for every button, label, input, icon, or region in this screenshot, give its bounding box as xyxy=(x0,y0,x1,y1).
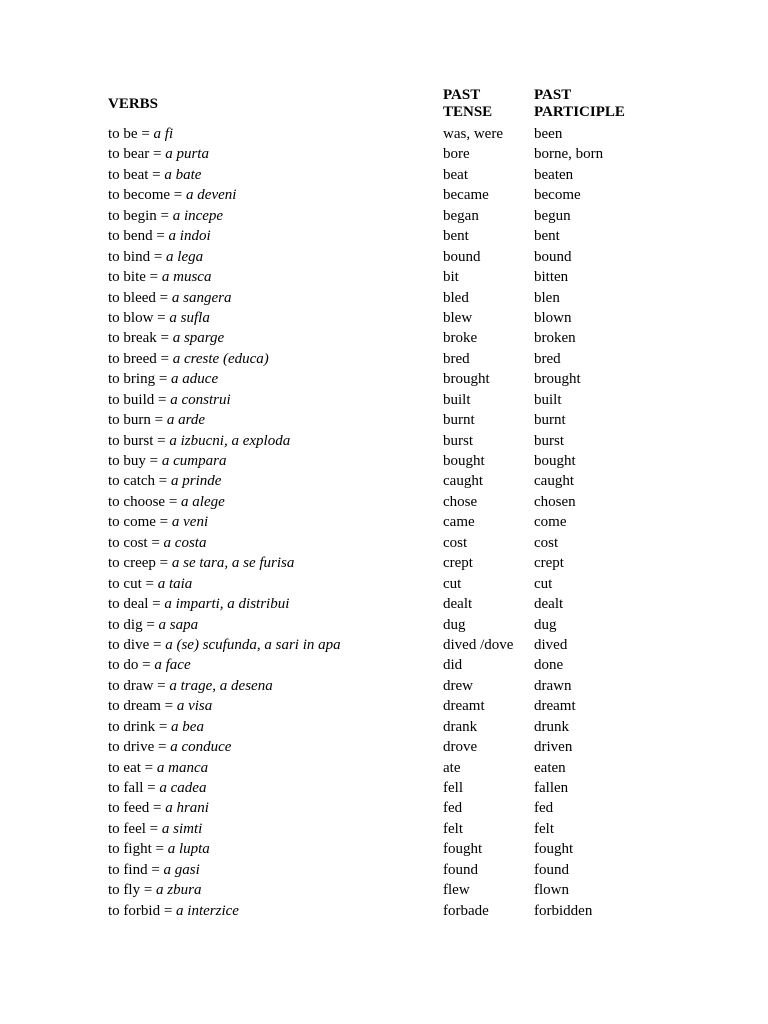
past-tense-cell: chose xyxy=(443,493,478,510)
past-tense-cell: bought xyxy=(443,453,485,469)
verb-english: to cost = xyxy=(108,534,164,551)
table-row xyxy=(0,901,768,921)
past-tense-cell: built xyxy=(443,391,471,408)
verb-translation: a face xyxy=(154,657,191,674)
verb-translation: a aduce xyxy=(171,371,219,388)
past-participle-cell: driven xyxy=(534,739,573,756)
header-past-tense-line1: PAST xyxy=(443,87,481,103)
verb-english: to feel = xyxy=(108,820,162,837)
verb-cell xyxy=(108,594,289,614)
verb-cell xyxy=(108,185,236,205)
past-participle-cell: eaten xyxy=(534,759,566,776)
verb-cell xyxy=(108,512,208,532)
table-header xyxy=(0,86,768,124)
table-row xyxy=(0,880,768,900)
verb-english: to choose = xyxy=(108,493,182,510)
verb-translation: a izbucni, a exploda xyxy=(169,432,291,449)
verb-cell xyxy=(108,758,208,778)
past-tense-cell: bent xyxy=(443,228,469,245)
past-participle-cell: flown xyxy=(534,882,569,899)
table-row xyxy=(0,410,768,430)
verb-english: to fight = xyxy=(108,841,168,858)
past-participle-cell: found xyxy=(534,861,569,878)
verb-english: to breed = xyxy=(108,350,173,367)
verb-translation: a trage, a desena xyxy=(169,677,273,694)
verb-cell xyxy=(108,328,224,348)
table-row xyxy=(0,308,768,328)
verb-english: to find = xyxy=(108,861,164,878)
table-row xyxy=(0,512,768,532)
verb-english: to fall = xyxy=(108,780,160,796)
verb-translation: a simti xyxy=(161,820,203,837)
verb-cell xyxy=(108,165,201,185)
verb-translation: a hrani xyxy=(165,800,209,817)
past-tense-cell: felt xyxy=(443,820,463,837)
past-participle-cell: blen xyxy=(534,289,560,306)
past-tense-cell: dived /dove xyxy=(443,636,514,653)
past-participle-cell: dealt xyxy=(534,596,564,613)
verb-english: to dive = xyxy=(108,636,166,653)
verb-translation: a lega xyxy=(166,248,204,265)
verb-cell xyxy=(108,369,218,389)
table-row xyxy=(0,553,768,573)
past-tense-cell: began xyxy=(443,207,479,224)
verb-english: to feed = xyxy=(108,800,166,817)
verb-translation: a creste (educa) xyxy=(172,350,269,367)
verb-cell xyxy=(108,880,201,900)
verb-cell xyxy=(108,839,210,859)
verb-english: to burst = xyxy=(108,432,170,449)
verb-cell xyxy=(108,288,231,308)
verb-translation: a interzice xyxy=(176,902,239,919)
verb-translation: a bea xyxy=(171,718,204,735)
verb-english: to eat = xyxy=(108,759,157,776)
table-row xyxy=(0,471,768,491)
past-participle-cell: beaten xyxy=(534,166,574,183)
table-row xyxy=(0,144,768,164)
verb-translation: a sangera xyxy=(171,289,232,306)
past-tense-cell: beat xyxy=(443,166,468,183)
verb-translation: a se tara, a se furisa xyxy=(171,555,295,572)
table-row xyxy=(0,165,768,185)
verb-cell xyxy=(108,553,294,573)
verb-cell xyxy=(108,533,206,553)
verb-translation: a taia xyxy=(157,575,193,592)
past-participle-cell: drunk xyxy=(534,718,569,735)
verb-english: to bend = xyxy=(108,228,169,245)
verb-english: to break = xyxy=(108,330,173,347)
verb-cell xyxy=(108,390,231,410)
table-row xyxy=(0,431,768,451)
verb-cell xyxy=(108,308,210,328)
past-tense-cell: cost xyxy=(443,534,468,551)
table-row xyxy=(0,369,768,389)
past-participle-cell: bought xyxy=(534,453,576,469)
verb-cell xyxy=(108,206,223,226)
past-tense-cell: burst xyxy=(443,432,473,449)
past-tense-cell: forbade xyxy=(443,902,489,919)
header-past-participle-line2: PARTICIPLE xyxy=(534,104,625,120)
verb-cell xyxy=(108,267,211,287)
table-row xyxy=(0,492,768,512)
verb-translation: a fi xyxy=(153,126,174,142)
verb-translation: a prinde xyxy=(171,473,222,490)
verb-english: to bear = xyxy=(108,146,166,163)
past-participle-cell: forbidden xyxy=(534,902,593,919)
verb-english: to beat = xyxy=(108,166,165,183)
verb-translation: a sufla xyxy=(169,309,210,326)
past-tense-cell: bound xyxy=(443,248,481,265)
past-tense-cell: was, were xyxy=(443,126,503,142)
verb-english: to creep = xyxy=(108,555,172,572)
past-participle-cell: fought xyxy=(534,841,574,858)
verb-translation: a sapa xyxy=(158,616,199,633)
header-past-participle xyxy=(534,87,625,121)
past-participle-cell: dug xyxy=(534,616,557,633)
past-tense-cell: did xyxy=(443,657,463,674)
past-participle-cell: bitten xyxy=(534,269,569,286)
past-participle-cell: caught xyxy=(534,473,574,490)
verb-english: to become = xyxy=(108,187,187,204)
past-tense-cell: broke xyxy=(443,330,478,347)
table-row xyxy=(0,574,768,594)
verb-translation: a sparge xyxy=(172,330,225,347)
verb-english: to burn = xyxy=(108,412,167,429)
verb-english: to blow = xyxy=(108,309,170,326)
table-row xyxy=(0,778,768,798)
verb-english: to begin = xyxy=(108,207,173,224)
verb-cell xyxy=(108,778,206,798)
verb-translation: a gasi xyxy=(163,861,200,878)
verb-translation: a zbura xyxy=(156,882,202,899)
verb-cell xyxy=(108,655,191,675)
verb-translation: a manca xyxy=(156,759,209,776)
table-row xyxy=(0,737,768,757)
verb-english: to come = xyxy=(108,514,172,531)
table-row xyxy=(0,655,768,675)
past-participle-cell: begun xyxy=(534,207,571,224)
verb-translation: a imparti, a distribui xyxy=(164,596,290,613)
verb-english: to bring = xyxy=(108,371,172,388)
verb-cell xyxy=(108,737,231,757)
table-row xyxy=(0,288,768,308)
past-tense-cell: dealt xyxy=(443,596,473,613)
header-past-participle-line1: PAST xyxy=(534,87,572,103)
verb-cell xyxy=(108,124,173,144)
past-tense-cell: bit xyxy=(443,269,459,286)
verb-translation: a (se) scufunda, a sari in apa xyxy=(165,636,341,653)
past-tense-cell: became xyxy=(443,187,489,204)
verb-english: to build = xyxy=(108,391,171,408)
past-tense-cell: flew xyxy=(443,882,470,899)
past-participle-cell: bound xyxy=(534,248,572,265)
past-participle-cell: cut xyxy=(534,575,553,592)
past-participle-cell: burnt xyxy=(534,412,566,429)
verb-translation: a deveni xyxy=(186,187,237,204)
table-row xyxy=(0,839,768,859)
verb-cell xyxy=(108,431,290,451)
verb-cell xyxy=(108,676,273,696)
past-participle-cell: become xyxy=(534,187,581,204)
table-row xyxy=(0,696,768,716)
verb-translation: a cadea xyxy=(159,780,207,796)
verb-translation: a cumpara xyxy=(161,453,227,469)
past-tense-cell: brought xyxy=(443,371,490,388)
past-participle-cell: built xyxy=(534,391,562,408)
verb-cell xyxy=(108,696,212,716)
verb-translation: a alege xyxy=(181,493,225,510)
past-participle-cell: fallen xyxy=(534,780,569,796)
past-participle-cell: been xyxy=(534,126,563,142)
verb-cell xyxy=(108,247,203,267)
past-tense-cell: fed xyxy=(443,800,463,817)
past-tense-cell: came xyxy=(443,514,475,531)
verb-english: to bleed = xyxy=(108,289,172,306)
table-row xyxy=(0,390,768,410)
verb-english: to catch = xyxy=(108,473,172,490)
verb-cell xyxy=(108,615,198,635)
verb-english: to draw = xyxy=(108,677,170,694)
verb-cell xyxy=(108,574,192,594)
table-row xyxy=(0,758,768,778)
past-participle-cell: cost xyxy=(534,534,559,551)
past-tense-cell: blew xyxy=(443,309,473,326)
table-row xyxy=(0,594,768,614)
past-participle-cell: fed xyxy=(534,800,554,817)
verb-cell xyxy=(108,901,239,921)
past-participle-cell: borne, born xyxy=(534,146,604,163)
verb-translation: a musca xyxy=(161,269,212,286)
table-row xyxy=(0,247,768,267)
past-tense-cell: bled xyxy=(443,289,469,306)
verb-translation: a incepe xyxy=(172,207,224,224)
verb-english: to drive = xyxy=(108,739,171,756)
verb-cell xyxy=(108,492,225,512)
verb-translation: a conduce xyxy=(170,739,232,756)
verb-cell xyxy=(108,860,200,880)
past-tense-cell: ate xyxy=(443,759,461,776)
past-participle-cell: bred xyxy=(534,350,561,367)
table-row xyxy=(0,349,768,369)
table-row xyxy=(0,615,768,635)
past-participle-cell: done xyxy=(534,657,564,674)
verb-translation: a indoi xyxy=(168,228,211,245)
verb-cell xyxy=(108,451,226,471)
verb-cell xyxy=(108,349,269,369)
past-participle-cell: bent xyxy=(534,228,560,245)
verb-english: to do = xyxy=(108,657,155,674)
table-row xyxy=(0,185,768,205)
table-row xyxy=(0,206,768,226)
past-tense-cell: drank xyxy=(443,718,478,735)
header-past-tense-line2: TENSE xyxy=(443,104,493,120)
past-participle-cell: felt xyxy=(534,820,554,837)
verb-english: to dig = xyxy=(108,616,159,633)
past-tense-cell: fought xyxy=(443,841,483,858)
table-row xyxy=(0,819,768,839)
verb-translation: a costa xyxy=(163,534,207,551)
verb-translation: a arde xyxy=(166,412,206,429)
table-row xyxy=(0,635,768,655)
table-row xyxy=(0,533,768,553)
table-row xyxy=(0,860,768,880)
verb-english: to fly = xyxy=(108,882,157,899)
verb-translation: a construi xyxy=(170,391,231,408)
past-participle-cell: blown xyxy=(534,309,572,326)
verb-english: to forbid = xyxy=(108,902,177,919)
header-verbs: VERBS xyxy=(108,96,159,112)
verb-cell xyxy=(108,717,204,737)
past-tense-cell: fell xyxy=(443,780,463,796)
verb-cell xyxy=(108,471,221,491)
table-row xyxy=(0,798,768,818)
verb-english: to deal = xyxy=(108,596,165,613)
verb-english: to be = xyxy=(108,126,154,142)
past-tense-cell: dug xyxy=(443,616,466,633)
past-tense-cell: caught xyxy=(443,473,483,490)
past-tense-cell: bred xyxy=(443,350,470,367)
verb-cell xyxy=(108,226,211,246)
past-participle-cell: dived xyxy=(534,636,568,653)
past-participle-cell: drawn xyxy=(534,677,572,694)
verb-english: to drink = xyxy=(108,718,172,735)
verb-cell xyxy=(108,410,205,430)
verb-english: to bite = xyxy=(108,269,162,286)
verb-translation: a purta xyxy=(165,146,209,163)
verb-cell xyxy=(108,144,209,164)
verb-cell xyxy=(108,635,341,655)
past-tense-cell: drew xyxy=(443,677,473,694)
past-tense-cell: found xyxy=(443,861,478,878)
table-row xyxy=(0,226,768,246)
verb-cell xyxy=(108,819,202,839)
table-row xyxy=(0,676,768,696)
verb-english: to cut = xyxy=(108,575,158,592)
verb-english: to dream = xyxy=(108,698,177,715)
past-participle-cell: chosen xyxy=(534,493,576,510)
verb-cell xyxy=(108,798,209,818)
past-participle-cell: brought xyxy=(534,371,581,388)
table-row xyxy=(0,267,768,287)
verb-english: to buy = xyxy=(108,453,162,469)
verb-table xyxy=(0,124,768,921)
past-tense-cell: dreamt xyxy=(443,698,485,715)
table-row xyxy=(0,717,768,737)
past-participle-cell: broken xyxy=(534,330,576,347)
verb-translation: a lupta xyxy=(167,841,210,858)
table-row xyxy=(0,124,768,144)
header-past-tense xyxy=(443,87,492,121)
table-row xyxy=(0,328,768,348)
past-participle-cell: dreamt xyxy=(534,698,576,715)
verb-english: to bind = xyxy=(108,248,167,265)
past-participle-cell: crept xyxy=(534,555,564,572)
verb-translation: a visa xyxy=(176,698,213,715)
past-participle-cell: come xyxy=(534,514,567,531)
past-tense-cell: bore xyxy=(443,146,470,163)
past-participle-cell: burst xyxy=(534,432,564,449)
verb-translation: a veni xyxy=(171,514,209,531)
past-tense-cell: burnt xyxy=(443,412,475,429)
table-row xyxy=(0,451,768,471)
past-tense-cell: drove xyxy=(443,739,478,756)
past-tense-cell: crept xyxy=(443,555,473,572)
past-tense-cell: cut xyxy=(443,575,462,592)
verb-translation: a bate xyxy=(164,166,202,183)
